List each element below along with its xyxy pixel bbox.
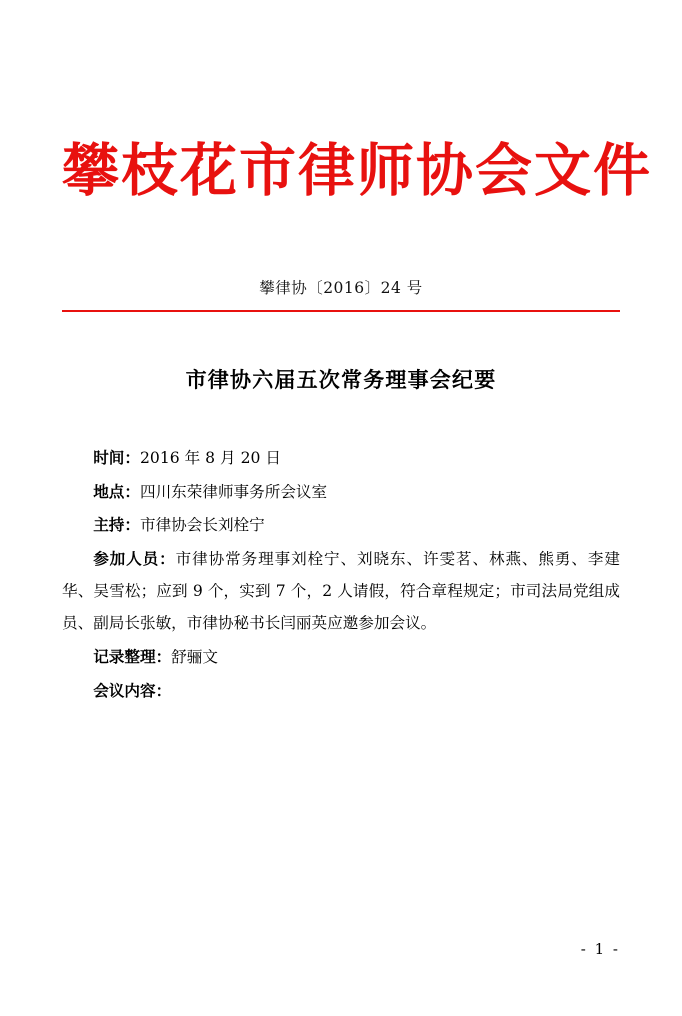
field-host-label: 主持： — [93, 515, 140, 535]
field-content-heading-label: 会议内容： — [93, 681, 172, 701]
field-time-label: 时间： — [93, 447, 140, 467]
page-number: - 1 - — [580, 940, 620, 958]
field-content-heading — [62, 675, 620, 708]
document-body — [62, 442, 620, 709]
document-subject-title: 市律协六届五次常务理事会纪要 — [185, 366, 497, 392]
document-number: 攀律协〔2016〕24 号 — [259, 278, 423, 297]
field-attendees — [62, 543, 620, 640]
field-host-value: 市律协会长刘栓宁 — [139, 516, 265, 535]
field-location-value: 四川东荣律师事务所会议室 — [139, 482, 328, 501]
document-page — [0, 138, 682, 1016]
field-attendees-value: 市律协常务理事刘栓宁、刘晓东、许雯茗、林燕、熊勇、李建华、吴雪松；应到 9 个，实到 7 个，2 人请假，符合章程规定；市司法局党组成员、副局长张敏，市律协秘书长闫丽英应邀参加会议。 — [62, 550, 620, 633]
field-time-value: 2016 年 8 月 20 日 — [139, 448, 281, 467]
field-time — [62, 442, 620, 475]
field-attendees-label: 参加人员： — [93, 549, 176, 569]
field-host — [62, 509, 620, 542]
field-location — [62, 476, 620, 509]
field-recorder — [62, 641, 620, 674]
field-location-label: 地点： — [93, 481, 140, 501]
field-recorder-label: 记录整理： — [93, 647, 172, 667]
red-separator-rule — [62, 310, 620, 312]
field-recorder-value: 舒骊文 — [171, 648, 218, 667]
document-header-title: 攀枝花市律师协会文件 — [62, 137, 652, 204]
